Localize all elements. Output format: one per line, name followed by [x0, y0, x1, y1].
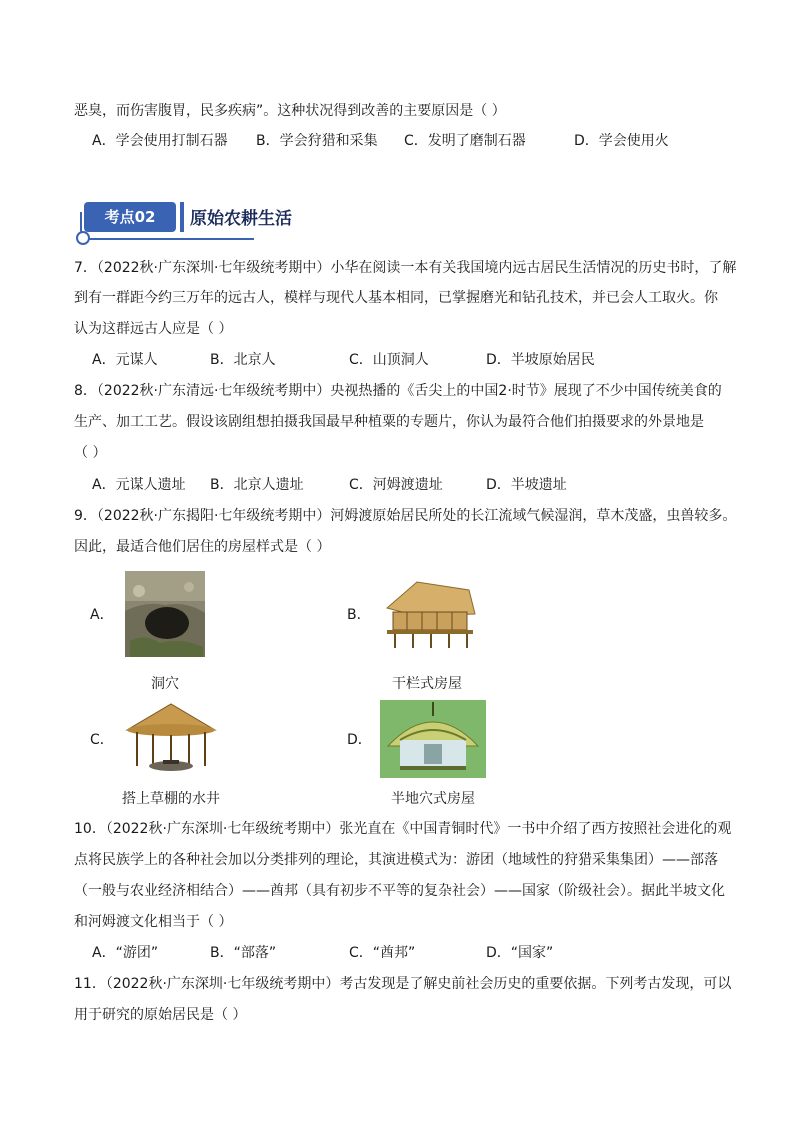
option-c: C．发明了磨制石器	[404, 133, 526, 149]
q9-label-c: C．	[90, 732, 114, 748]
q8-line-3: （ ）	[74, 445, 107, 461]
q8-option-b: B．北京人遗址	[210, 477, 304, 493]
option-a: A．学会使用打制石器	[92, 133, 228, 149]
q9-label-a: A．	[90, 607, 114, 623]
well-shed-image	[123, 700, 219, 776]
section-header	[76, 198, 316, 244]
q9-caption-d: 半地穴式房屋	[391, 791, 475, 807]
q9-label-b: B．	[347, 607, 371, 623]
q8-option-c: C．河姆渡遗址	[349, 477, 443, 493]
q7-option-d: D．半坡原始居民	[486, 352, 595, 368]
q10-line-4: 和河姆渡文化相当于（ ）	[74, 914, 233, 930]
q11-line-2: 用于研究的原始居民是（ ）	[74, 1007, 247, 1023]
section-badge: 考点02	[84, 202, 176, 232]
q10-line-1: 10．（2022秋·广东深圳·七年级统考期中）张光直在《中国青铜时代》一书中介绍了西方按照社会进化的观	[74, 821, 732, 837]
q10-option-d: D．“国家”	[486, 945, 554, 961]
section-dot-icon	[76, 231, 90, 245]
option-d: D．学会使用火	[574, 133, 669, 149]
q7-option-a: A．元谋人	[92, 352, 158, 368]
q8-option-d: D．半坡遗址	[486, 477, 567, 493]
q9-line-1: 9．（2022秋·广东揭阳·七年级统考期中）河姆渡原始居民所处的长江流域气候湿润，草木茂盛，虫兽较多。	[74, 508, 737, 524]
q10-option-a: A．“游团”	[92, 945, 159, 961]
q7-option-b: B．北京人	[210, 352, 276, 368]
q9-caption-b: 干栏式房屋	[392, 676, 462, 692]
cave-image	[125, 571, 205, 657]
q10-option-b: B．“部落”	[210, 945, 277, 961]
option-b: B．学会狩猎和采集	[256, 133, 378, 149]
q7-line-1: 7．（2022秋·广东深圳·七年级统考期中）小华在阅读一本有关我国境内远古居民生活情况的历史书时，了解	[74, 260, 737, 276]
q9-caption-a: 洞穴	[151, 676, 179, 692]
q9-line-2: 因此，最适合他们居住的房屋样式是（ ）	[74, 539, 331, 555]
section-title: 原始农耕生活	[190, 209, 292, 229]
section-divider	[180, 202, 184, 232]
q8-line-2: 生产、加工工艺。假设该剧组想拍摄我国最早种植粟的专题片，你认为最符合他们拍摄要求的外景地是	[74, 414, 704, 430]
q11-line-1: 11．（2022秋·广东深圳·七年级统考期中）考古发现是了解史前社会历史的重要依据。下列考古发现，可以	[74, 976, 732, 992]
q8-option-a: A．元谋人遗址	[92, 477, 186, 493]
question-text-line: 恶臭，而伤害腹胃，民多疾病”。这种状况得到改善的主要原因是（ ）	[74, 103, 506, 119]
q7-line-2: 到有一群距今约三万年的远古人，模样与现代人基本相同，已掌握磨光和钻孔技术，并已会人工取火。你	[74, 290, 718, 306]
q9-caption-c: 搭上草棚的水井	[122, 791, 220, 807]
q7-option-c: C．山顶洞人	[349, 352, 429, 368]
q7-line-3: 认为这群远古人应是（ ）	[74, 321, 233, 337]
stilt-house-image	[377, 576, 477, 656]
semi-pit-house-image	[380, 700, 486, 778]
q10-line-2: 点将民族学上的各种社会加以分类排列的理论，其演进模式为：游团（地域性的狩猎采集集团）——部落	[74, 852, 718, 868]
q8-line-1: 8．（2022秋·广东清远·七年级统考期中）央视热播的《舌尖上的中国2·时节》展现了不少中国传统美食的	[74, 383, 722, 399]
q10-line-3: （一般与农业经济相结合）——酋邦（具有初步不平等的复杂社会）——国家（阶级社会）。据此半坡文化	[74, 883, 725, 899]
q9-label-d: D．	[347, 732, 372, 748]
q10-option-c: C．“酋邦”	[349, 945, 416, 961]
